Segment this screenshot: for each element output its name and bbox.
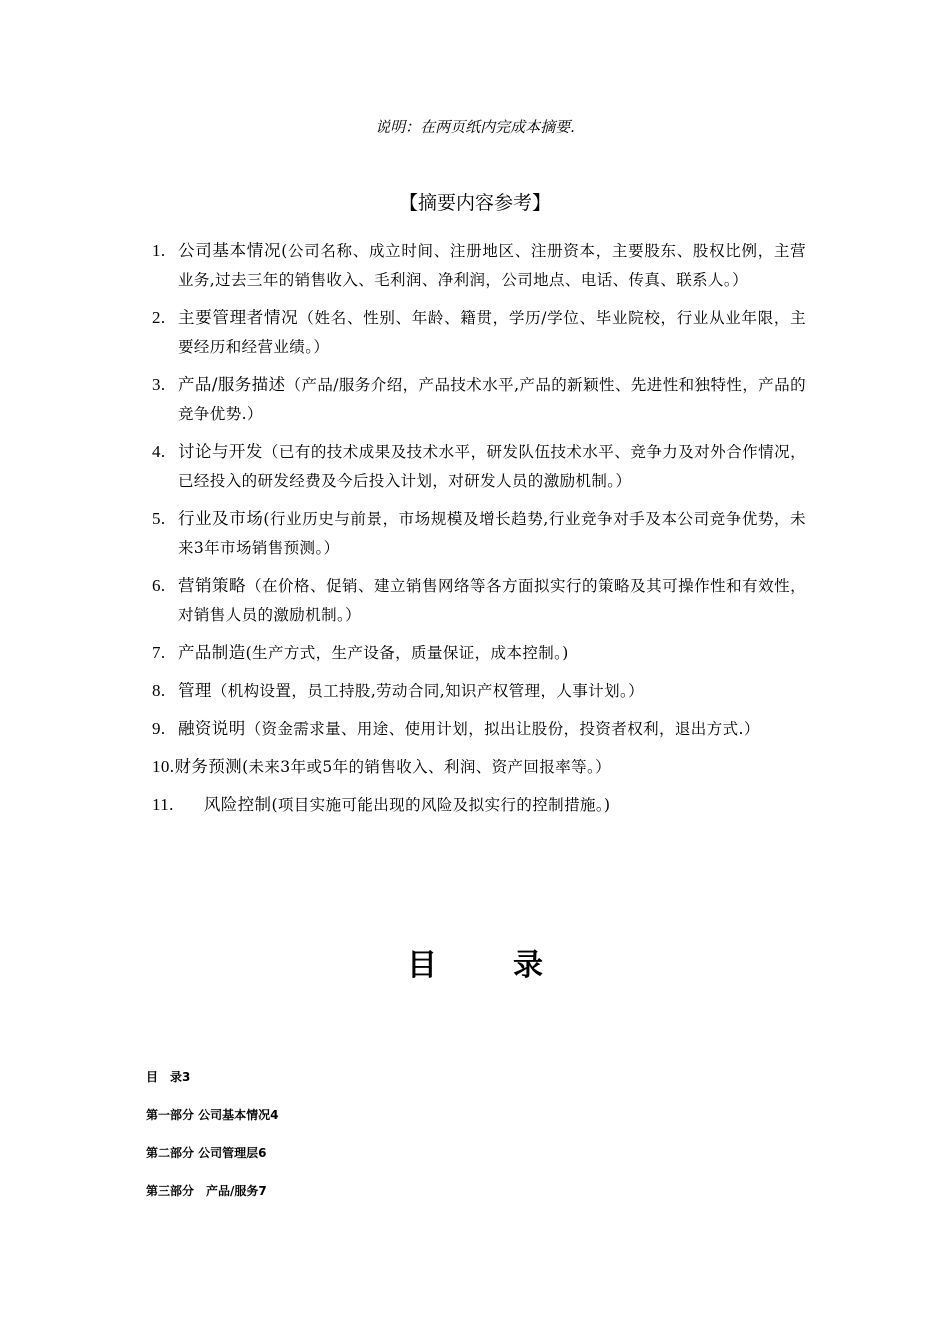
summary-item	[152, 638, 806, 668]
item-detail: （已有的技术成果及技术水平，研发队伍技术水平、竞争力及对外合作情况，已经投入的研发经费及今后投入计划，对研发人员的激励机制。）	[178, 443, 807, 490]
item-keyword: 产品/服务描述	[178, 375, 286, 394]
item-number: 5.	[152, 509, 166, 528]
item-detail: (生产方式，生产设备，质量保证，成本控制。)	[245, 644, 569, 662]
toc-entry[interactable]: 第一部分 公司基本情况4	[146, 1108, 279, 1122]
summary-item	[152, 370, 806, 429]
summary-item	[152, 437, 806, 496]
item-number: 6.	[152, 576, 166, 595]
summary-item	[152, 790, 806, 820]
summary-item	[152, 676, 806, 706]
item-number: 2.	[152, 308, 166, 327]
item-detail: （资金需求量、用途、使用计划，拟出让股份，投资者权利，退出方式.）	[245, 720, 760, 738]
item-keyword: 管理	[178, 681, 212, 700]
item-keyword: 营销策略	[178, 576, 247, 595]
item-number: 8.	[152, 681, 166, 700]
item-keyword: 产品制造	[178, 643, 246, 662]
item-number: 4.	[152, 442, 166, 461]
item-detail: （姓名、性别、年龄、籍贯，学历/学位、毕业院校，行业从业年限，主要经历和经营业绩。）	[178, 309, 806, 356]
item-number: 10.	[152, 757, 175, 776]
item-detail: （产品/服务介绍，产品技术水平,产品的新颖性、先进性和独特性，产品的竞争优势.）	[178, 376, 806, 423]
item-keyword: 公司基本情况	[178, 241, 282, 260]
item-detail: (未来3年或5年的销售收入、利润、资产回报率等。）	[242, 758, 612, 776]
item-keyword: 融资说明	[178, 719, 246, 738]
item-number: 1.	[152, 241, 166, 260]
item-number: 7.	[152, 643, 166, 662]
item-number: 9.	[152, 719, 166, 738]
summary-item	[152, 504, 806, 563]
page-note: 说明：在两页纸内完成本摘要.	[375, 118, 575, 136]
table-of-contents	[146, 1066, 279, 1218]
summary-item	[152, 303, 806, 362]
item-keyword: 风险控制	[203, 795, 272, 814]
item-number: 11.	[152, 795, 174, 814]
summary-list	[152, 236, 806, 828]
summary-item	[152, 752, 806, 782]
toc-entry[interactable]: 第三部分 产品/服务7	[146, 1184, 267, 1198]
item-detail: （机构设置，员工持股,劳动合同,知识产权管理，人事计划。）	[211, 682, 645, 700]
item-keyword: 行业及市场	[178, 509, 264, 528]
toc-entry[interactable]: 目 录3	[146, 1070, 191, 1084]
summary-item	[152, 571, 806, 630]
summary-item	[152, 714, 806, 744]
item-detail: (公司名称、成立时间、注册地区、注册资本，主要股东、股权比例，主营业务,过去三年的销售收入、毛利润、净利润，公司地点、电话、传真、联系人。）	[178, 242, 807, 289]
item-detail: (项目实施可能出现的风险及拟实行的控制措施。)	[271, 796, 611, 814]
summary-section-title: 【摘要内容参考】	[398, 192, 551, 214]
summary-item	[152, 236, 806, 295]
item-number: 3.	[152, 375, 166, 394]
toc-entry[interactable]: 第二部分 公司管理层6	[146, 1146, 267, 1160]
item-keyword: 讨论与开发	[178, 442, 263, 461]
item-keyword: 财务预测	[174, 757, 243, 776]
item-detail: (行业历史与前景，市场规模及增长趋势,行业竞争对手及本公司竞争优势，未来3年市场销售预测。）	[178, 510, 806, 557]
toc-heading: 目录	[407, 948, 619, 983]
item-detail: （在价格、促销、建立销售网络等各方面拟实行的策略及其可操作性和有效性，对销售人员的激励机制。）	[178, 577, 806, 624]
item-keyword: 主要管理者情况	[178, 308, 299, 327]
